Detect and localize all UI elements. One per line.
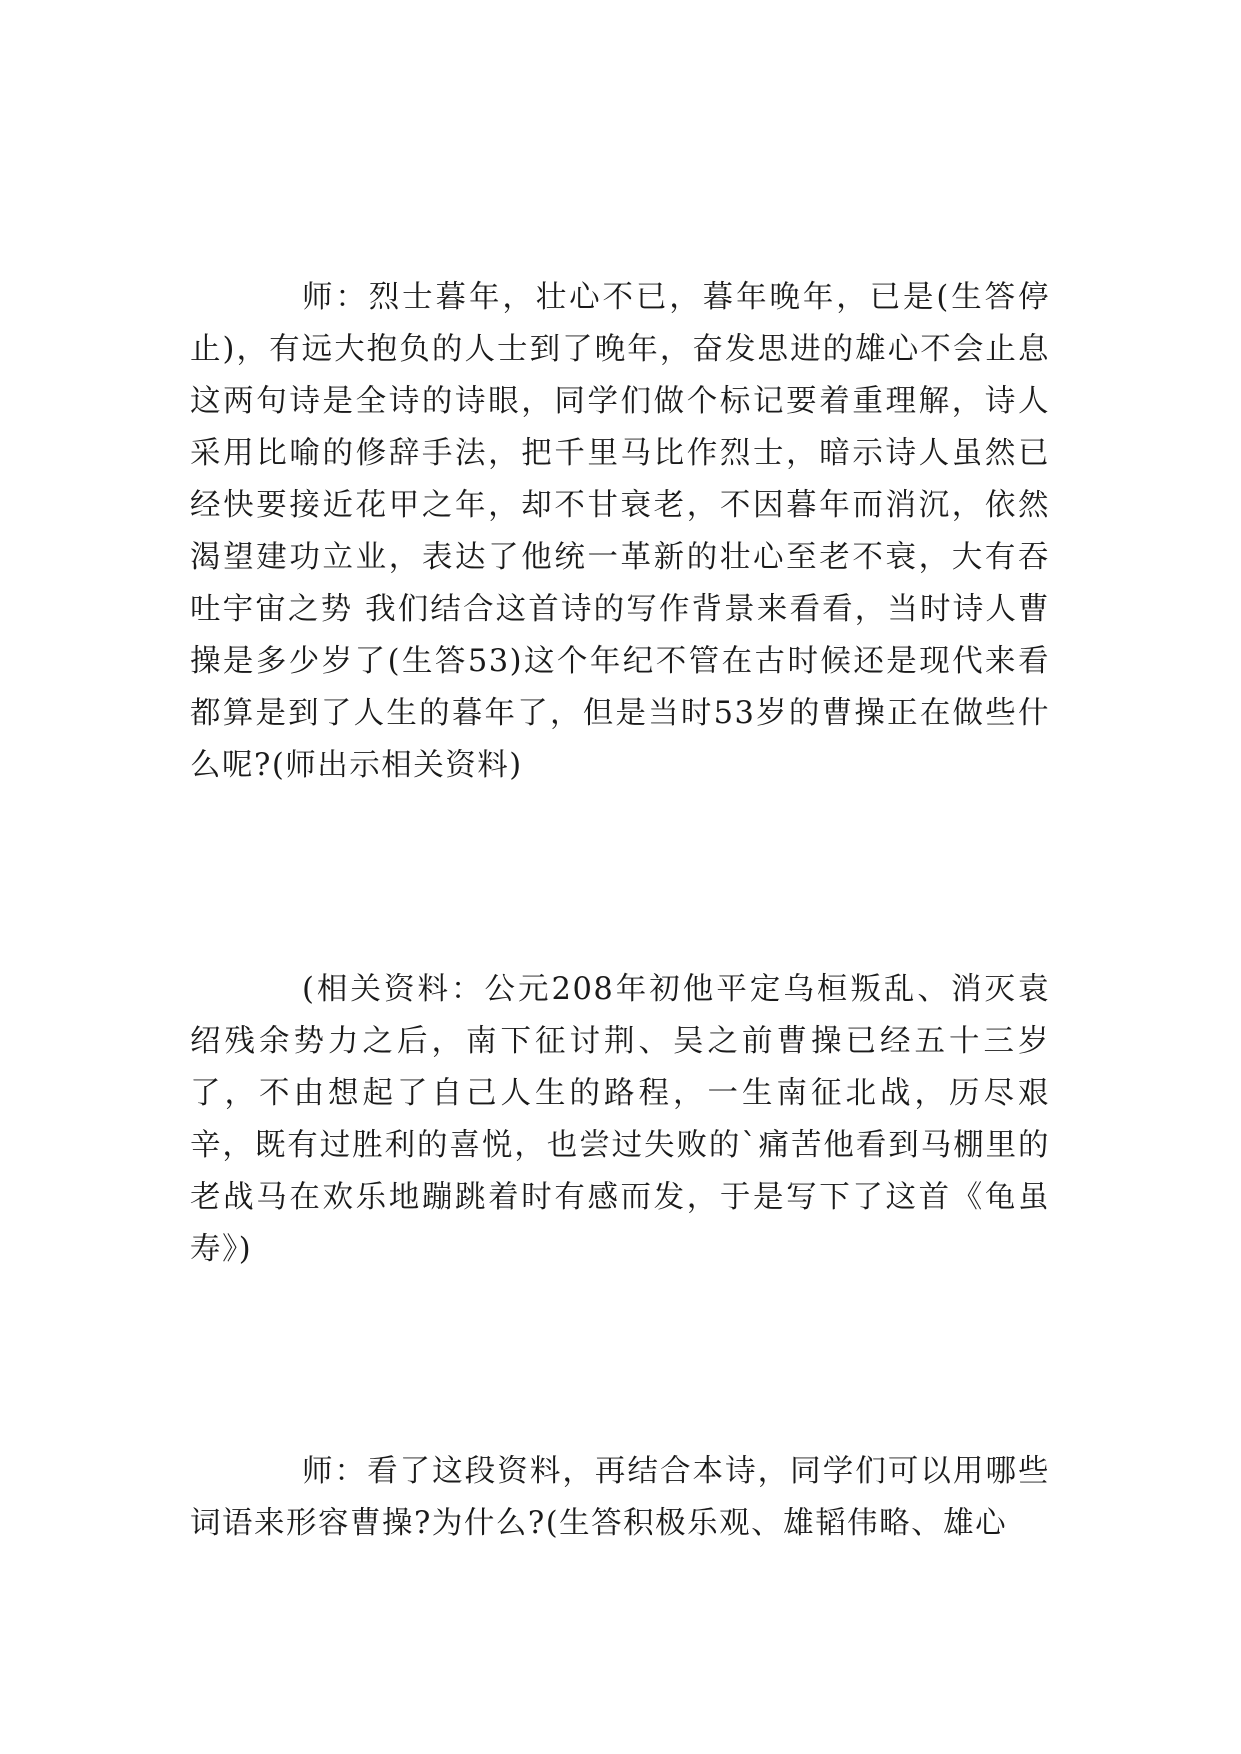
paragraph-related-material: (相关资料：公元208年初他平定乌桓叛乱、消灭袁绍残余势力之后，南下征讨荆、吴之前曹操已经五十三岁了，不由想起了自己人生的路程，一生南征北战，历尽艰辛，既有过胜利的喜悦，也尝过失败的`痛苦他看到马棚里的老战马在欢乐地蹦跳着时有感而发，于是写下了这首《龟虽寿》) xyxy=(190,972,1050,1267)
paragraph-teacher-question: 师：看了这段资料，再结合本诗，同学们可以用哪些词语来形容曹操?为什么?(生答积极乐观、雄韬伟略、雄心 xyxy=(190,1454,1050,1541)
paragraph-teacher-lecture: 师：烈士暮年，壮心不已，暮年晚年，已是(生答停止)，有远大抱负的人士到了晚年，奋发思进的雄心不会止息这两句诗是全诗的诗眼，同学们做个标记要着重理解，诗人采用比喻的修辞手法，把千里马比作烈士，暗示诗人虽然已经快要接近花甲之年，却不甘衰老，不因暮年而消沉，依然渴望建功立业，表达了他统一革新的壮心至老不衰，大有吞吐宇宙之势 我们结合这首诗的写作背景来看看，当时诗人曹操是多少岁了(生答53)这个年纪不管在古时候还是现代来看都算是到了人生的暮年了，但是当时53岁的曹操正在做些什么呢?(师出示相关资料) xyxy=(190,280,1050,783)
